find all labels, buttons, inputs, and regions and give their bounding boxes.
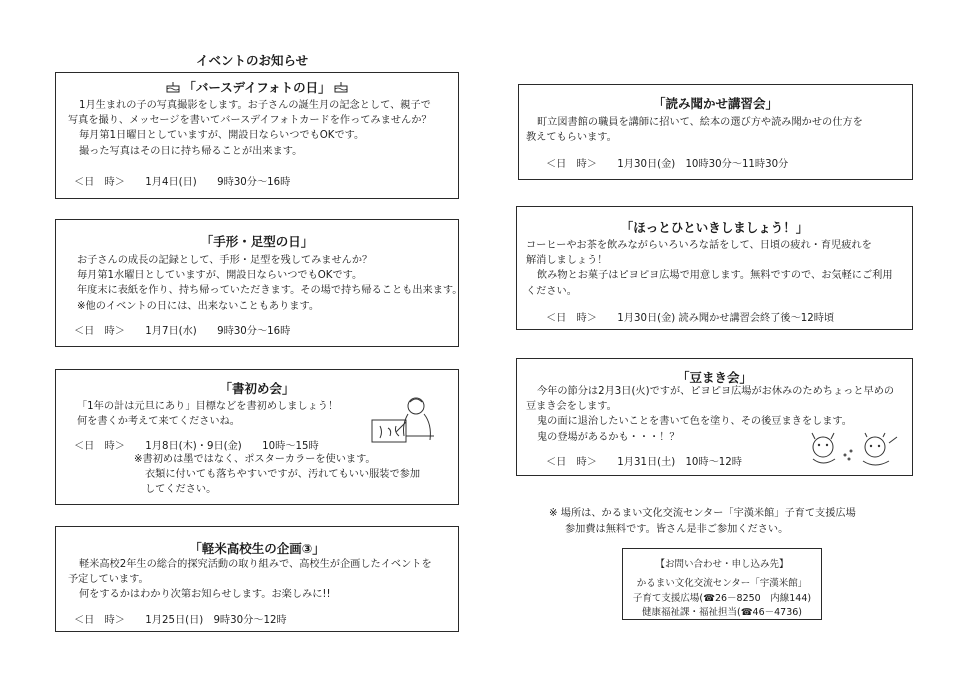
body-line: 町立図書館の職員を講師に招いて、絵本の選び方や読み聞かせの仕方を xyxy=(537,117,863,128)
cake-icon xyxy=(334,81,348,96)
event-date: ＜日 時＞ 1月7日(水) 9時30分～16時 xyxy=(74,326,291,337)
event-title: 「読み聞かせ講習会」 xyxy=(652,96,778,111)
event-body xyxy=(77,253,463,314)
body-line: 教えてもらいます。 xyxy=(526,132,617,144)
body-line: 解消しましょう！ xyxy=(526,255,608,267)
event-date: ＜日 時＞ 1月31日(土) 10時～12時 xyxy=(546,457,742,468)
cake-icon xyxy=(166,81,180,96)
body-line: 予定しています。 xyxy=(68,574,149,586)
contact-org: かるまい文化交流センター「宇漢米館」 xyxy=(636,578,808,589)
event-highschool xyxy=(55,526,459,632)
body-line: 年度末に表紙を作り、持ち帰っていただきます。その場で持ち帰ることも出来ます。 xyxy=(77,285,463,297)
event-body xyxy=(526,115,863,145)
body-line: ※他のイベントの日には、出来ないこともあります。 xyxy=(77,300,320,312)
event-date: ＜日 時＞ 1月4日(日) 9時30分～16時 xyxy=(74,177,291,188)
note-line: ※書初めは墨ではなく、ポスターカラーを使います。 xyxy=(134,454,376,465)
body-line: 毎月第1水曜日としていますが、開設日ならいつでもOKです。 xyxy=(77,270,363,282)
child-calligraphy-illustration xyxy=(366,392,438,456)
note-line: 衣類に付いても落ちやすいですが、汚れてもいい服装で参加 xyxy=(145,469,421,481)
body-line: 今年の節分は2月3日(火)ですが、ピヨピヨ広場がお休みのためちょっと早めの xyxy=(537,386,895,397)
body-line: 何を書くか考えて来てくださいね。 xyxy=(77,416,240,428)
body-line: 鬼の登場があるかも・・・！？ xyxy=(537,431,680,443)
event-body xyxy=(68,98,432,159)
contact-line: 子育て支援広場(☎26－8250 内線144) xyxy=(632,593,812,604)
body-line: 飲み物とお菓子はピヨピヨ広場で用意します。無料ですので、お気軽にご利用 xyxy=(537,270,893,282)
body-line: お子さんの成長の記録として、手形・足型を残してみませんか？ xyxy=(77,255,373,266)
body-line: 写真を撮り、メッセージを書いてバースデイフォトカードを作ってみませんか？ xyxy=(68,115,432,127)
body-line: 毎月第1日曜日としていますが、開設日ならいつでもOKです。 xyxy=(79,130,365,142)
event-date: ＜日 時＞ 1月25日(日) 9時30分～12時 xyxy=(74,615,287,626)
body-line: ください。 xyxy=(526,285,577,297)
venue-notice xyxy=(549,506,856,537)
body-line: 鬼の面に退治したいことを書いて色を塗り、その後豆まきをします。 xyxy=(537,416,852,428)
body-line: 豆まき会をします。 xyxy=(526,401,617,413)
body-line: 何をするかはわかり次第お知らせします。お楽しみに!! xyxy=(79,589,331,601)
event-date: ＜日 時＞ 1月30日(金) 読み聞かせ講習会終了後～12時頃 xyxy=(546,313,835,324)
event-body xyxy=(77,399,338,429)
event-notes xyxy=(134,452,420,498)
event-reading-workshop xyxy=(518,84,913,180)
event-title: 「書初め会」 xyxy=(219,381,295,396)
contact-box xyxy=(622,548,822,620)
event-title: 「ほっとひといきしましょう！」 xyxy=(620,220,809,235)
event-kakizome xyxy=(55,369,459,505)
body-line: 撮った写真はその日に持ち帰ることが出来ます。 xyxy=(79,145,303,157)
event-title: 「豆まき会」 xyxy=(676,370,752,385)
body-line: 「1年の計は元旦にあり」目標などを書初めしましょう！ xyxy=(77,401,339,412)
notice-line: 参加費は無料です。皆さん是非ご参加ください。 xyxy=(565,523,789,535)
event-title-row xyxy=(56,78,458,96)
event-body xyxy=(526,238,893,299)
note-line: してください。 xyxy=(145,484,217,496)
page-heading: イベントのお知らせ xyxy=(196,53,309,68)
notice-line: ※ 場所は、かるまい文化交流センター「宇漢米館」子育て支援広場 xyxy=(549,508,856,519)
event-handprint xyxy=(55,219,463,347)
event-title: 「軽米高校生の企画③」 xyxy=(189,541,325,556)
event-title: 「バースデイフォトの日」 xyxy=(183,80,331,95)
event-date: ＜日 時＞ 1月30日(金) 10時30分～11時30分 xyxy=(546,159,789,170)
body-line: コーヒーやお茶を飲みながらいろいろな話をして、日頃の疲れ・育児疲れを xyxy=(526,240,872,251)
oni-children-illustration xyxy=(805,431,905,473)
contact-line: 健康福祉課・福祉担当(☎46－4736) xyxy=(641,607,802,618)
event-take-a-break xyxy=(516,206,913,330)
event-title: 「手形・足型の日」 xyxy=(200,234,314,249)
event-birthday-photo xyxy=(55,72,459,199)
body-line: 軽米高校2年生の総合的探究活動の取り組みで、高校生が企画したイベントを xyxy=(79,559,432,570)
event-body xyxy=(68,557,432,603)
contact-title: 【お問い合わせ・申し込み先】 xyxy=(655,559,789,570)
event-date: ＜日 時＞ 1月8日(木)・9日(金) 10時～15時 xyxy=(74,441,319,452)
event-mamemaki xyxy=(516,358,913,476)
body-line: 1月生まれの子の写真撮影をします。お子さんの誕生月の記念として、親子で xyxy=(79,100,431,111)
